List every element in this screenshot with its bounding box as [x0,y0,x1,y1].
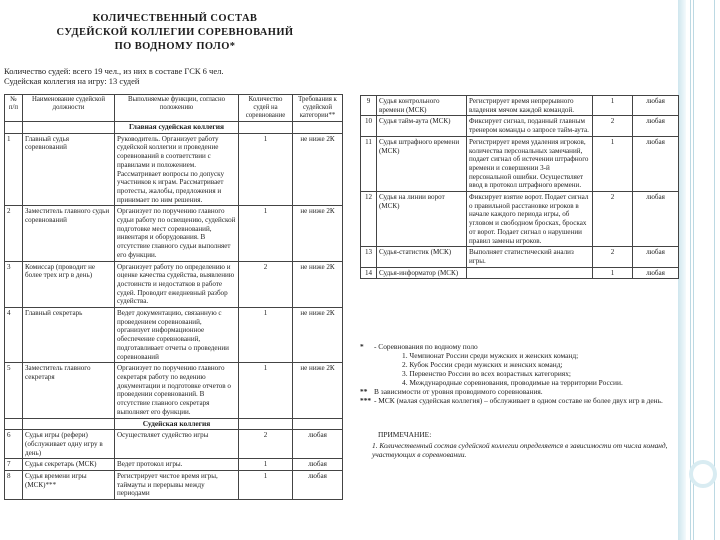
cell-position: Судья-информатор (МСК) [377,267,467,279]
cell-category: не ниже 2К [293,133,343,206]
cell-quantity: 1 [593,96,633,116]
section-main-committee: Главная судейская коллегия [115,122,239,134]
cell-category: любая [633,267,679,279]
cell-functions [467,267,593,279]
cell-category: не ниже 2К [293,206,343,261]
cell-number: 14 [361,267,377,279]
cell-number: 9 [361,96,377,116]
footnote-text: - МСК (малая судейская коллегия) – обслуживает в одном составе не более двух игр в день. [374,396,663,405]
table-row [361,96,679,116]
cell-quantity: 1 [239,459,293,471]
table-row [361,247,679,267]
section-row [5,122,343,134]
cell-number: 6 [5,430,23,459]
footnote [360,342,678,351]
footnote [360,387,678,396]
cell-functions: Фиксирует сигнал, поданный главным тренером команды о запросе тайм-аута. [467,116,593,136]
title-line: КОЛИЧЕСТВЕННЫЙ СОСТАВ [92,13,258,24]
cell-position: Главный секретарь [23,308,115,363]
footnote-text: В зависимости от уровня проводимого соревнования. [374,387,543,396]
cell-number: 13 [361,247,377,267]
cell-position: Судья игры (рефери) (обслуживает одну игру в день) [23,430,115,459]
decor-line [714,0,715,540]
cell-category: любая [293,430,343,459]
section-row [5,418,343,430]
cell-category: не ниже 2К [293,308,343,363]
cell-quantity: 1 [239,471,293,500]
cell-category: не ниже 2К [293,261,343,308]
cell-quantity: 1 [593,136,633,191]
footnote-item: 2. Кубок России среди мужских и женских команд; [402,360,563,369]
cell-quantity: 2 [593,116,633,136]
cell-number: 1 [5,133,23,206]
table-header-row [5,95,343,122]
cell-position: Судья-статистик (МСК) [377,247,467,267]
table-row [361,267,679,279]
cell-category: любая [633,192,679,247]
cell-category: любая [633,247,679,267]
table-row [361,192,679,247]
table-row [5,261,343,308]
cell-functions: Ведет документацию, связанную с проведением соревнований, организует информационное обеспечение соревнований, подготавливает отчеты о проведении соревнований [115,308,239,363]
title-line: СУДЕЙСКОЙ КОЛЛЕГИИ СОРЕВНОВАНИЙ [56,27,294,38]
judges-table-left [4,94,343,500]
judges-count-note: Количество судей: всего 19 чел., из них в составе ГСК 6 чел. [4,66,224,76]
remark-block [372,430,672,459]
cell-functions: Руководитель. Организует работу судейской коллегии и проведение соревнований в соответствии с правилами и положением. Рассматривает вопросы по допуску участников к играм. Рассматривает протесты, жалобы, предложения и принимает по ним решения. [115,133,239,206]
footnote-text: - Соревнования по водному поло [374,342,478,351]
cell-number: 4 [5,308,23,363]
cell-category: любая [293,459,343,471]
table-row [5,471,343,500]
cell-number: 3 [5,261,23,308]
right-page [360,0,678,540]
cell-position: Судья штрафного времени (МСК) [377,136,467,191]
slide-decoration [678,0,720,540]
table-row [5,459,343,471]
cell-quantity: 2 [593,192,633,247]
section-judges-committee: Судейская коллегия [115,418,239,430]
cell-quantity: 1 [239,363,293,418]
header-quantity: Количество судей на соревнование [239,95,293,122]
cell-functions: Организует работу по определению и оценке качества судейства, выявлению достоинств и недостатков в работе судей. Проводит ежедневный разбор судейства. [115,261,239,308]
cell-position: Комиссар (проводит не более трех игр в день) [23,261,115,308]
cell-quantity: 2 [239,261,293,308]
decor-circle [689,460,717,488]
judges-per-game-note: Судейская коллегия на игру: 13 судей [4,76,140,86]
cell-functions: Регистрирует время непрерывного владения мячом каждой командой. [467,96,593,116]
cell-position: Судья тайм-аута (МСК) [377,116,467,136]
cell-quantity: 1 [239,206,293,261]
judges-table-right [360,95,679,279]
title-line: ПО ВОДНОМУ ПОЛО* [114,41,236,52]
footnote [360,396,678,405]
cell-category: любая [293,471,343,500]
cell-functions: Ведет протокол игры. [115,459,239,471]
cell-category: любая [633,116,679,136]
left-page [0,0,342,540]
table-row [5,308,343,363]
cell-functions: Организует по поручению главного судьи работу по освещению, судейской подготовке мест соревнований, инвентаря и оборудования. В отсутствие главного судьи выполняет его функции. [115,206,239,261]
table-row [5,363,343,418]
cell-position: Судья секретарь (МСК) [23,459,115,471]
decor-strip [678,0,686,540]
cell-functions: Регистрирует чистое время игры, таймауты и перерывы между периодами [115,471,239,500]
table-row [5,430,343,459]
footnotes [360,342,678,405]
footnote-item: 4. Международные соревнования, проводимые на территории России. [402,378,623,387]
cell-quantity: 1 [239,133,293,206]
footnote-mark: ** [360,387,368,396]
document-title [50,12,300,54]
header-number: № п/п [5,95,23,122]
cell-category: любая [633,136,679,191]
cell-position: Судья контрольного времени (МСК) [377,96,467,116]
header-position: Наименование судейской должности [23,95,115,122]
cell-number: 2 [5,206,23,261]
cell-quantity: 2 [239,430,293,459]
cell-functions: Регистрирует время удаления игроков, количества персональных замечаний, подает сигнал об истечении штрафного времени и совершении 3-й персональной ошибки. Осуществляет ввод в протокол штрафного времени. [467,136,593,191]
cell-number: 11 [361,136,377,191]
cell-category: не ниже 2К [293,363,343,418]
cell-position: Судья времени игры (МСК)*** [23,471,115,500]
cell-functions: Осуществляет судейство игры [115,430,239,459]
cell-number: 5 [5,363,23,418]
cell-position: Заместитель главного судьи соревнований [23,206,115,261]
cell-position: Главный судья соревнований [23,133,115,206]
table-row [361,116,679,136]
cell-quantity: 1 [239,308,293,363]
remark-heading: ПРИМЕЧАНИЕ: [378,430,432,439]
cell-number: 12 [361,192,377,247]
footnote-mark: * [360,342,364,351]
cell-category: любая [633,96,679,116]
cell-position: Судья на линии ворот (МСК) [377,192,467,247]
remark-text: 1. Количественный состав судейской коллегии определяется в зависимости от числа команд, участвующих в соревновании. [372,441,668,459]
table-row [5,133,343,206]
cell-quantity: 1 [593,267,633,279]
footnote-item: 1. Чемпионат России среди мужских и женских команд; [402,351,579,360]
cell-number: 10 [361,116,377,136]
cell-position: Заместитель главного секретаря [23,363,115,418]
table-row [5,206,343,261]
cell-functions: Выполняет статистический анализ игры. [467,247,593,267]
table-row [361,136,679,191]
decor-line [690,0,691,540]
footnote-mark: *** [360,396,372,405]
decor-line [693,0,694,540]
header-functions: Выполняемые функции, согласно положению [115,95,239,122]
footnote-item: 3. Первенство России во всех возрастных категориях; [402,369,571,378]
cell-functions: Фиксирует взятие ворот. Подает сигнал о правильной расстановке игроков в начале каждого периода игры, об угловом и свободном бросках, бросках от ворот. Подает сигнал о нарушении правил замены игроков. [467,192,593,247]
cell-quantity: 2 [593,247,633,267]
header-category: Требования к судейской категории** [293,95,343,122]
cell-functions: Организует по поручению главного секретаря работу по ведению документации и подготовке отчетов о проведении соревнований. В отсутствие главного секретаря выполняет его функции. [115,363,239,418]
cell-number: 8 [5,471,23,500]
cell-number: 7 [5,459,23,471]
